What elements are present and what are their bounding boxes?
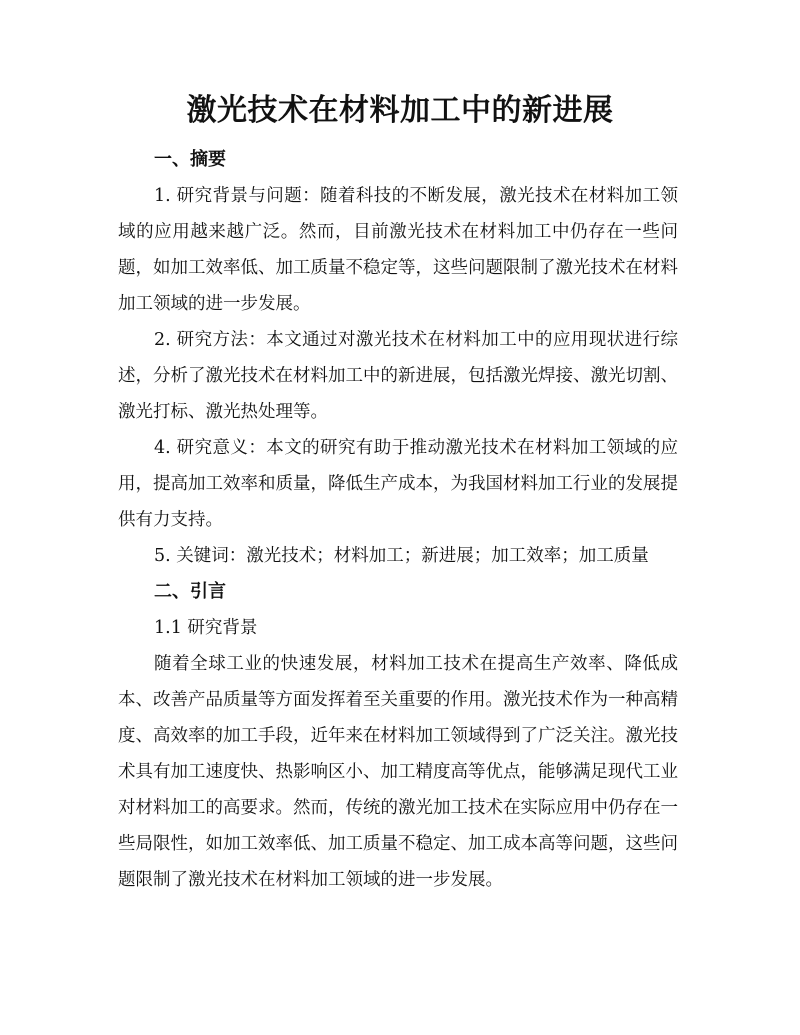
abstract-item-background: 1. 研究背景与问题：随着科技的不断发展，激光技术在材料加工领域的应用越来越广泛。然而，目前激光技术在材料加工中仍存在一些问题，如加工效率低、加工质量不稳定等，这些问题限制了激光技术在材料加工领域的进一步发展。 xyxy=(118,186,678,314)
research-background-subheading: 1.1 研究背景 xyxy=(154,618,258,638)
introduction-heading: 二、引言 xyxy=(154,581,226,602)
abstract-item-method: 2. 研究方法：本文通过对激光技术在材料加工中的应用现状进行综述，分析了激光技术在材料加工中的新进展，包括激光焊接、激光切割、激光打标、激光热处理等。 xyxy=(118,330,678,422)
abstract-item-significance: 4. 研究意义：本文的研究有助于推动激光技术在材料加工领域的应用，提高加工效率和质量，降低生产成本，为我国材料加工行业的发展提供有力支持。 xyxy=(118,438,678,530)
abstract-item-keywords: 5. 关键词：激光技术；材料加工；新进展；加工效率；加工质量 xyxy=(154,546,649,566)
abstract-heading: 一、摘要 xyxy=(154,149,226,170)
document-body xyxy=(118,142,678,898)
introduction-paragraph: 随着全球工业的快速发展，材料加工技术在提高生产效率、降低成本、改善产品质量等方面发挥着至关重要的作用。激光技术作为一种高精度、高效率的加工手段，近年来在材料加工领域得到了广泛关注。激光技术具有加工速度快、热影响区小、加工精度高等优点，能够满足现代工业对材料加工的高要求。然而，传统的激光加工技术在实际应用中仍存在一些局限性，如加工效率低、加工质量不稳定、加工成本高等问题，这些问题限制了激光技术在材料加工领域的进一步发展。 xyxy=(118,654,678,890)
document-title: 激光技术在材料加工中的新进展 xyxy=(186,93,614,128)
